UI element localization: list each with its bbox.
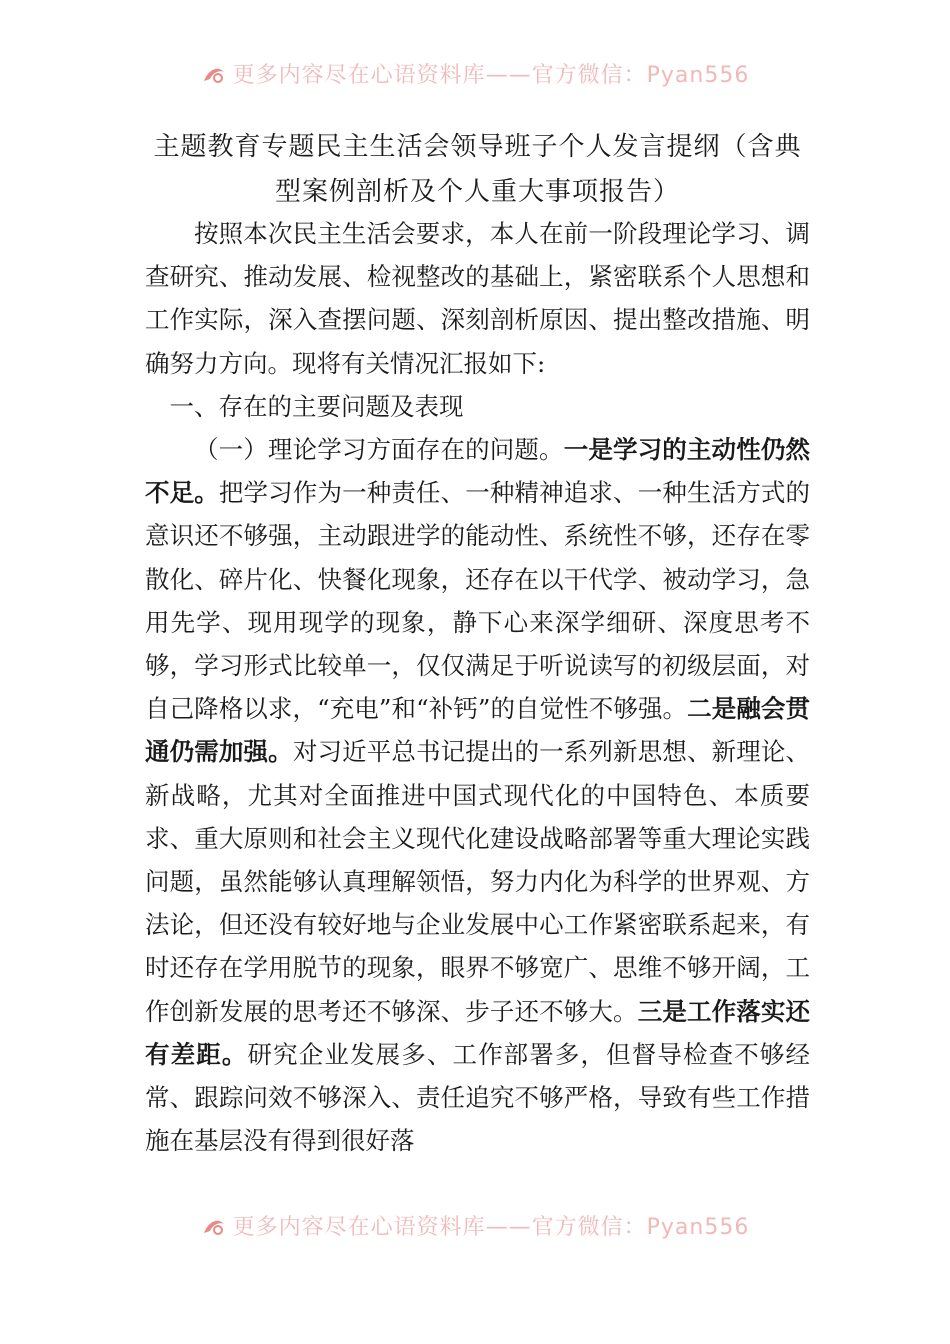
watermark-text: 更多内容尽在心语资料库——官方微信：Pyan556 (232, 63, 750, 88)
point1-text: 把学习作为一种责任、一种精神追求、一种生活方式的意识还不够强，主动跟进学的能动性、系统性不够，还存在零散化、碎片化、快餐化现象，还存在以干代学、被动学习，急用先学、现用现学的现象，静下心来深学细研、深度思考不够，学习形式比较单一，仅仅满足于听说读写的初级层面，对自己降格以求，“充电”和“补钙”的自觉性不够强。 (145, 478, 810, 724)
point3-title: 三是工作落实还有差距。 (145, 996, 811, 1069)
watermark-top (0, 58, 950, 89)
point2-text: 对习近平总书记提出的一系列新思想、新理论、新战略，尤其对全面推进中国式现代化的中国特色、本质要求、重大原则和社会主义现代化建设战略部署等重大理论实践问题，虽然能够认真理解领悟，努力内化为科学的世界观、方法论，但还没有较好地与企业发展中心工作紧密联系起来，有时还存在学用脱节的现象，眼界不够宽广、思维不够开阔，工作创新发展的思考还不够深、步子还不够大。 (145, 737, 811, 1026)
document-body (145, 212, 810, 1162)
document-title: 主题教育专题民主生活会领导班子个人发言提纲（含典型案例剖析及个人重大事项报告） (153, 132, 802, 207)
watermark-logo-icon (201, 1216, 227, 1238)
subsection-lead: （一）理论学习方面存在的问题。 (194, 435, 564, 465)
watermark-text: 更多内容尽在心语资料库——官方微信：Pyan556 (232, 1215, 750, 1240)
point2-title: 二是融会贯通仍需加强。 (145, 694, 810, 767)
watermark-logo-icon (201, 64, 227, 86)
intro-paragraph: 按照本次民主生活会要求，本人在前一阶段理论学习、调查研究、推动发展、检视整改的基础上，紧密联系个人思想和工作实际，深入查摆问题、深刻剖析原因、提出整改措施、明确努力方向。现将有关情况汇报如下: (145, 219, 810, 378)
watermark-bottom (0, 1210, 950, 1241)
section-heading: 一、存在的主要问题及表现 (169, 391, 464, 421)
point1-title: 一是学习的主动性仍然不足。 (145, 435, 810, 508)
point3-text: 研究企业发展多、工作部署多，但督导检查不够经常、跟踪问效不够深入、责任追究不够严格，导致有些工作措施在基层没有得到很好落 (145, 1039, 811, 1156)
subsection-paragraph (145, 428, 810, 1162)
